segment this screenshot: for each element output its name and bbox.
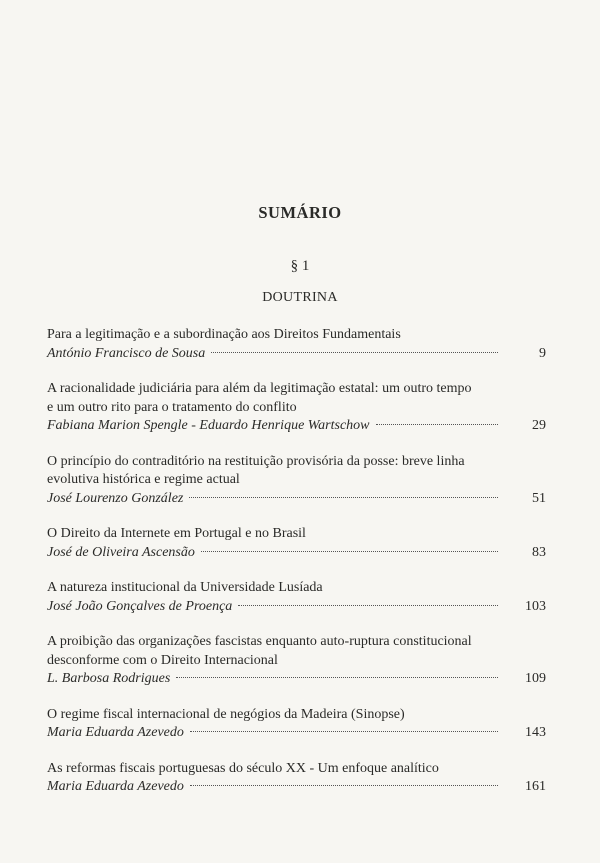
toc-entry-author: Maria Eduarda Azevedo (47, 779, 184, 794)
dot-leader (190, 785, 498, 786)
toc-entry-title (47, 760, 546, 779)
toc-entry-page-number: 83 (532, 544, 546, 560)
toc-entry-title-line: As reformas fiscais portuguesas do século XX - Um enfoque analítico (47, 760, 439, 776)
toc-entry-title-line: Para a legitimação e a subordinação aos Direitos Fundamentais (47, 327, 401, 342)
toc-entry-author-row (47, 670, 546, 689)
toc-entry-title-line: A natureza institucional da Universidade Lusíada (47, 580, 323, 595)
toc-entry (47, 326, 546, 363)
toc-entry-title-line: desconforme com o Direito Internacional (47, 652, 278, 668)
toc-entry-author: L. Barbosa Rodrigues (47, 671, 171, 686)
page-title: SUMÁRIO (258, 203, 342, 222)
toc-entry-title (47, 579, 546, 598)
toc-entry-page-number: 143 (525, 725, 546, 740)
toc-entry-author: Fabiana Marion Spengle - Eduardo Henrique Wartschow (47, 418, 370, 433)
toc-entry-title-line: O princípio do contraditório na restituição provisória da posse: breve linha (47, 453, 465, 469)
toc-entry-title (47, 326, 546, 345)
dot-leader (189, 497, 498, 498)
toc-entry-author: José João Gonçalves de Proença (47, 598, 233, 614)
dot-leader (376, 424, 499, 425)
dot-leader (211, 352, 498, 353)
toc-entry-title-line: A proibição das organizações fascistas enquanto auto-ruptura constitucional (47, 634, 472, 649)
toc-entry-title (47, 706, 546, 725)
toc-entry-page-number: 51 (532, 490, 546, 506)
toc-entry-author-row (47, 490, 546, 509)
toc-entry-author: Maria Eduarda Azevedo (47, 725, 184, 740)
toc-entry-title-line: O regime fiscal internacional de negógios da Madeira (Sinopse) (47, 706, 405, 722)
toc-entry (47, 579, 546, 616)
toc-entry-title-line: O Direito da Internete em Portugal e no Brasil (47, 526, 306, 541)
toc-entry-title-line: A racionalidade judiciária para além da legitimação estatal: um outro tempo (47, 381, 472, 396)
dot-leader (201, 551, 498, 552)
toc-entry-author: José Lourenzo González (47, 490, 184, 506)
section-heading: DOUTRINA (262, 290, 338, 305)
toc-entry-author-row (47, 724, 546, 743)
toc-entry-title (47, 380, 546, 417)
toc-entry-author: José de Oliveira Ascensão (47, 544, 195, 560)
toc-entry-author-row (47, 544, 546, 563)
toc-entry-page-number: 103 (525, 598, 546, 614)
table-of-contents (47, 326, 546, 814)
toc-entry-title (47, 525, 546, 544)
toc-entry-page-number: 161 (525, 779, 546, 794)
dot-leader (176, 677, 498, 678)
toc-entry-author-row (47, 598, 546, 617)
toc-entry-title-line: e um outro rito para o tratamento do conflito (47, 399, 297, 415)
toc-entry (47, 706, 546, 743)
toc-entry-author-row (47, 345, 546, 364)
toc-entry-author: António Francisco de Sousa (47, 345, 206, 361)
toc-entry-title-line: evolutiva histórica e regime actual (47, 472, 240, 487)
dot-leader (190, 731, 498, 732)
toc-entry-page-number: 29 (532, 418, 546, 433)
toc-entry-author-row (47, 778, 546, 797)
toc-entry (47, 633, 546, 689)
dot-leader (238, 605, 498, 606)
toc-entry (47, 525, 546, 562)
toc-entry-author-row (47, 417, 546, 436)
toc-entry (47, 760, 546, 797)
toc-entry-page-number: 9 (539, 345, 546, 361)
toc-entry (47, 380, 546, 436)
toc-entry-page-number: 109 (525, 671, 546, 686)
toc-entry-title (47, 453, 546, 490)
toc-entry (47, 453, 546, 509)
section-number: § 1 (290, 258, 310, 274)
toc-entry-title (47, 633, 546, 670)
